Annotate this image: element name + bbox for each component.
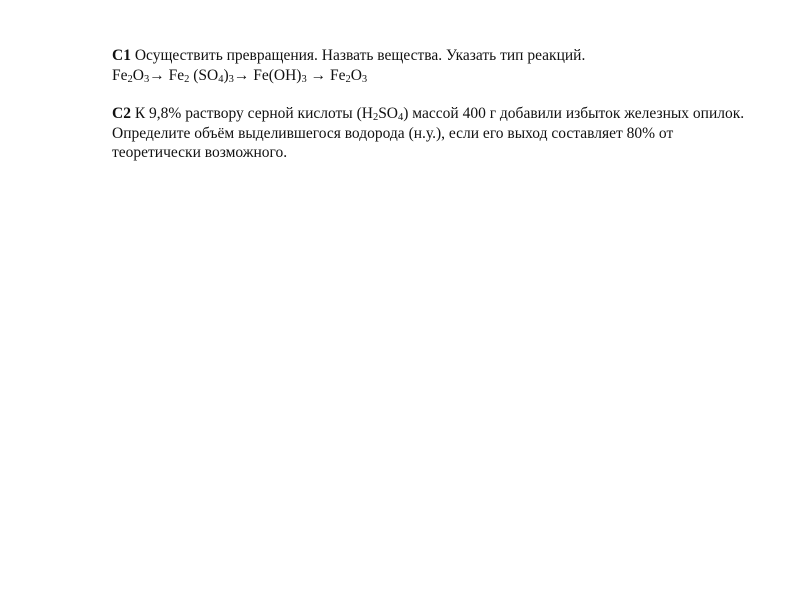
task-c2-text-after: ) массой 400 г добавили избыток железных опилок. xyxy=(403,105,745,122)
task-c2-text-before: К 9,8% раствору серной кислоты (H xyxy=(130,105,373,122)
task-c2-line-2: Определите объём выделившегося водорода (н.у.), если его выход составляет 80% от xyxy=(112,124,674,142)
chain-subscript: 2 xyxy=(184,73,190,85)
chain-subscript: 3 xyxy=(228,73,234,85)
formula-subscript: 2 xyxy=(372,112,379,123)
chain-subscript: 2 xyxy=(345,73,351,85)
document-content xyxy=(112,46,772,163)
task-c1-label: C1 xyxy=(112,47,131,64)
task-c2-label: C2 xyxy=(112,105,131,122)
task-c2-line-3: теоретически возможного. xyxy=(112,144,288,161)
task-c1-statement xyxy=(112,46,772,66)
chain-part: → Fe xyxy=(306,66,346,84)
chain-subscript: 3 xyxy=(301,73,307,85)
chain-part: (SO xyxy=(189,66,219,84)
chain-part: Fe xyxy=(112,66,128,84)
chain-part: ) xyxy=(223,66,229,84)
task-c1-text: Осуществить превращения. Назвать вещества. Указать тип реакций. xyxy=(130,47,586,64)
chain-part: O xyxy=(132,66,144,84)
formula-subscript: 4 xyxy=(398,112,404,123)
chain-subscript: 3 xyxy=(361,73,368,85)
chain-part: → Fe(OH) xyxy=(233,66,302,84)
paragraph-gap xyxy=(112,85,772,104)
chain-part: → Fe xyxy=(149,66,185,84)
chain-subscript: 2 xyxy=(127,73,133,85)
task-c1-reaction-chain xyxy=(112,66,772,86)
chain-part: O xyxy=(350,66,362,84)
formula-part: SO xyxy=(378,105,399,122)
chain-subscript: 3 xyxy=(143,73,150,85)
chain-subscript: 4 xyxy=(218,73,224,85)
task-c2-line-1 xyxy=(112,104,772,124)
